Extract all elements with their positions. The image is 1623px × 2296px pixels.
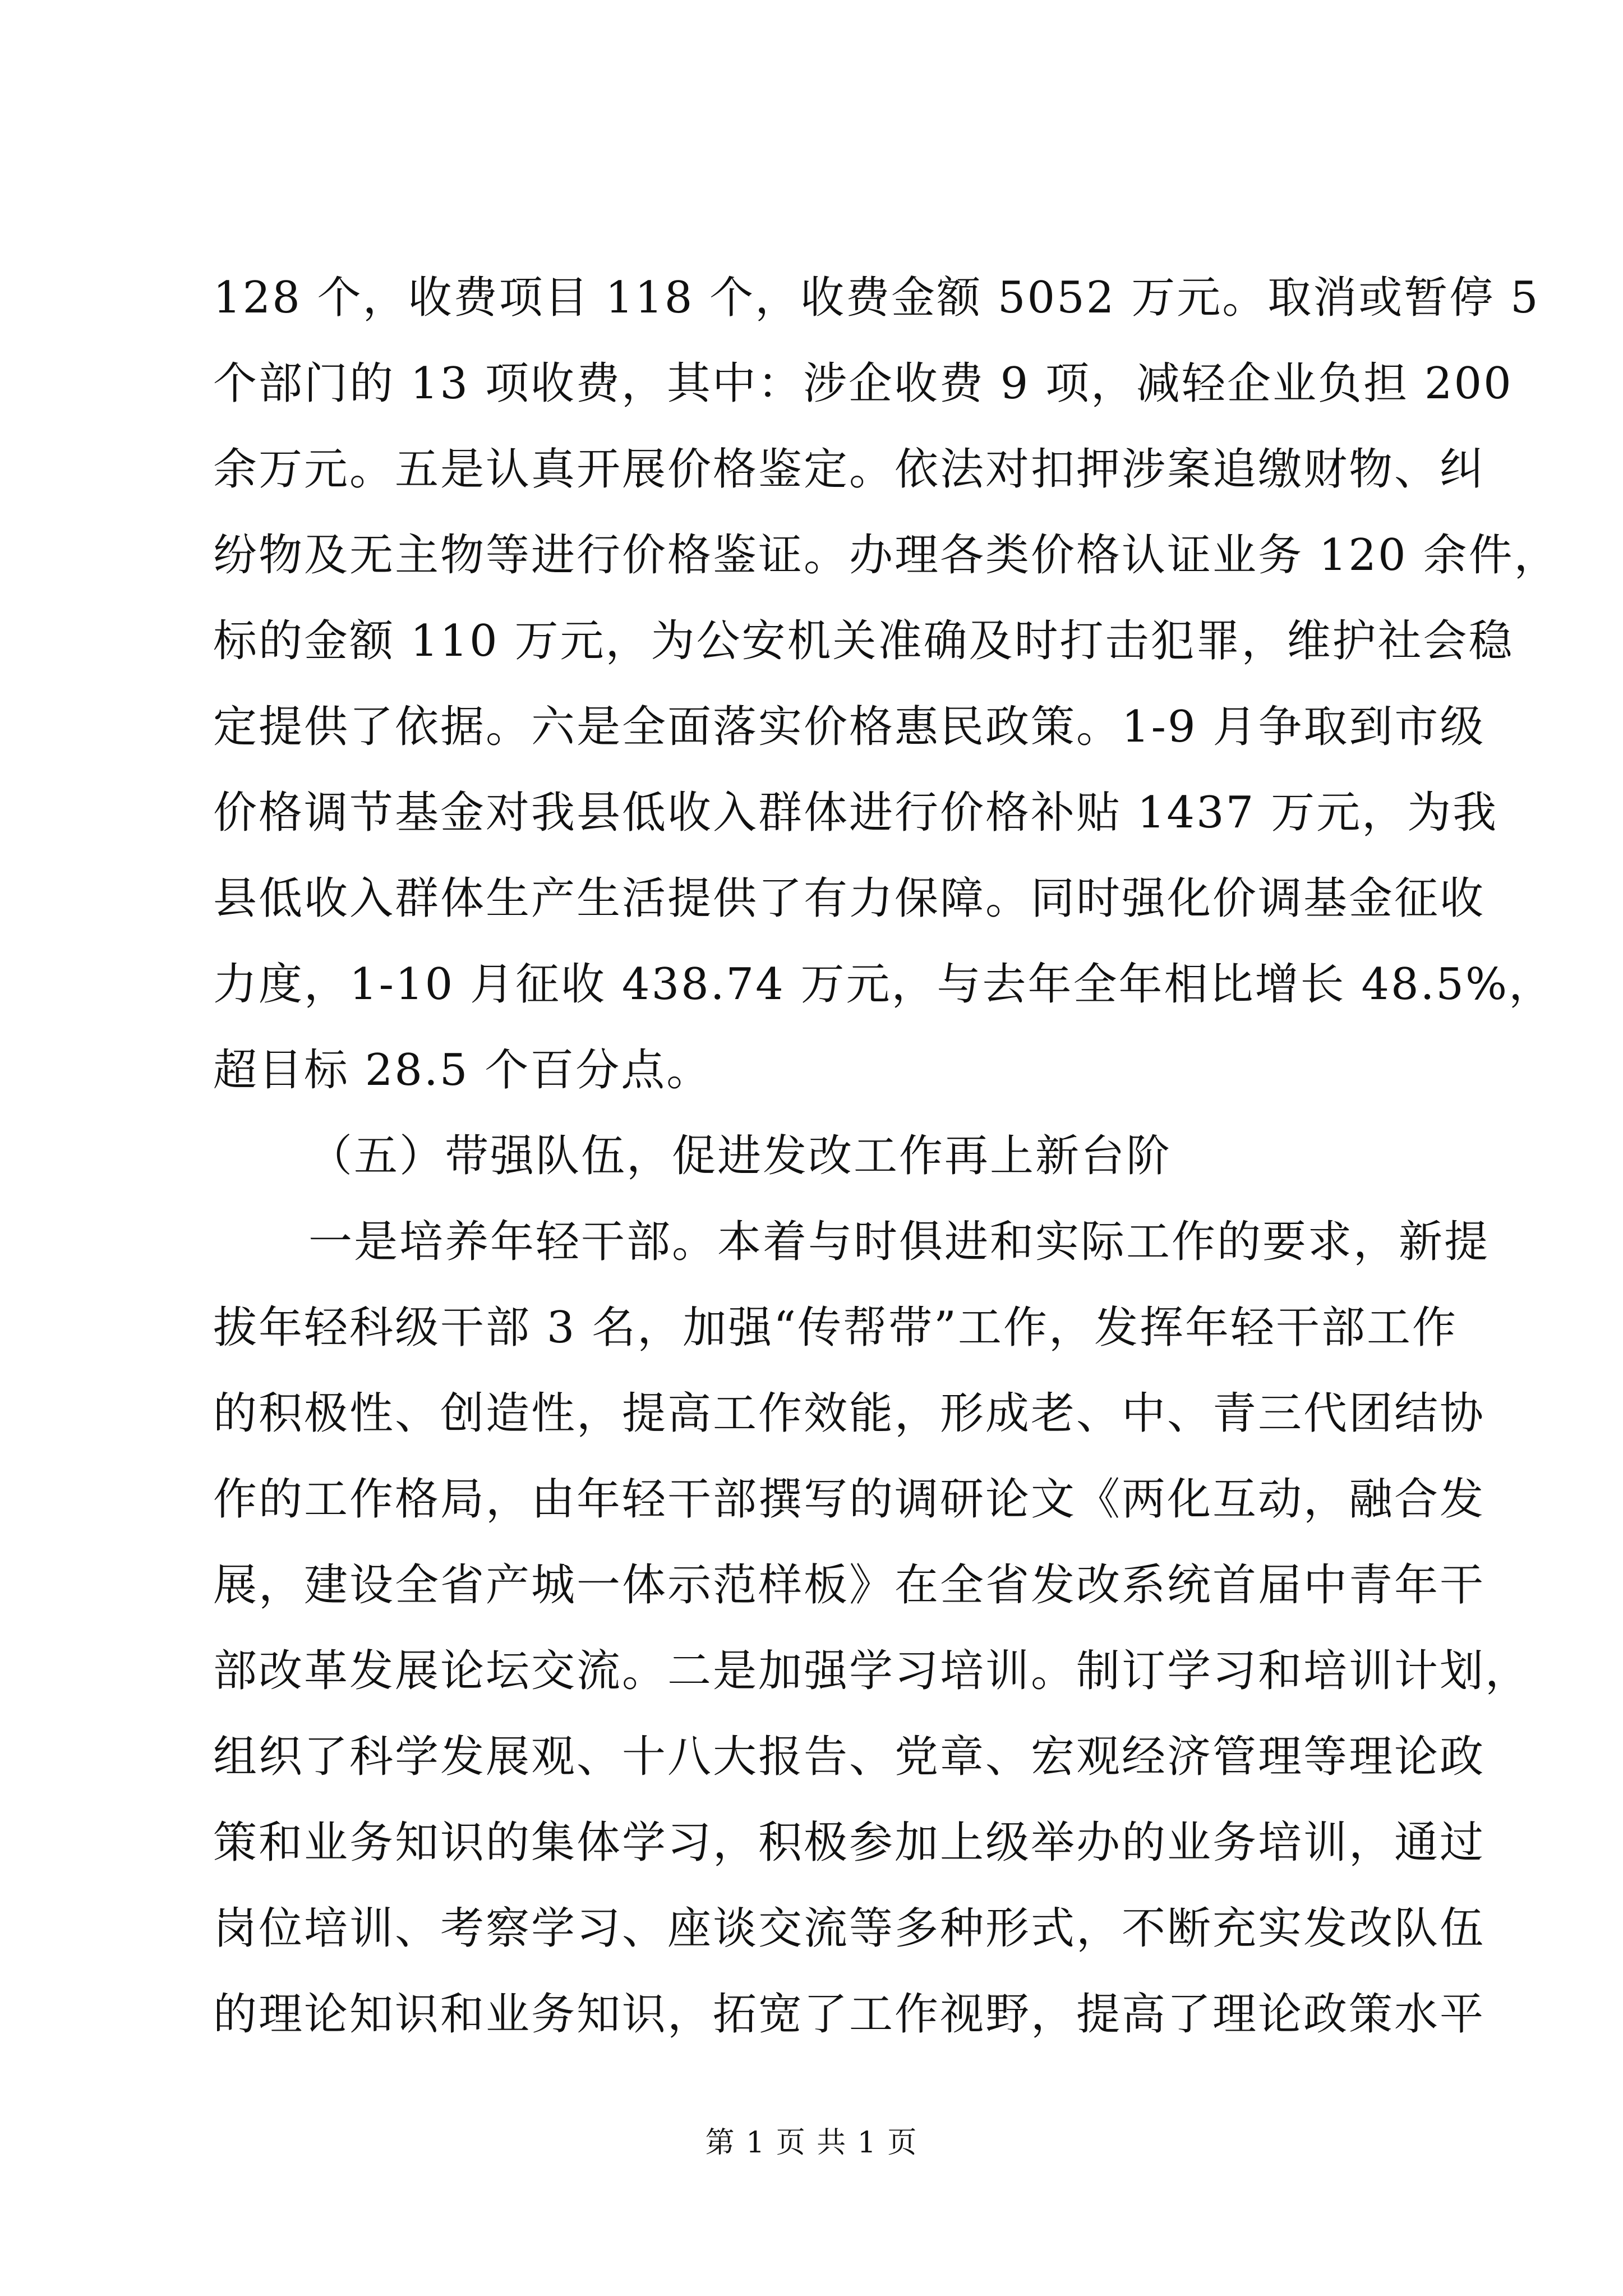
text-line: 的积极性、创造性，提高工作效能，形成老、中、青三代团结协 (213, 1388, 1486, 1439)
text-line: 超目标 28.5 个百分点。 (213, 1045, 712, 1096)
text-line: 定提供了依据。六是全面落实价格惠民政策。1-9 月争取到市级 (213, 702, 1486, 752)
text-line: 纷物及无主物等进行价格鉴证。办理各类价格认证业务 120 余件， (213, 530, 1560, 581)
text-line: 余万元。五是认真开展价格鉴定。依法对扣押涉案追缴财物、纠 (213, 444, 1486, 495)
text-line: 组织了科学发展观、十八大报告、党章、宏观经济管理等理论政 (213, 1732, 1486, 1782)
text-line: 部改革发展论坛交流。二是加强学习培训。制订学习和培训计划， (213, 1646, 1531, 1696)
text-line: 价格调节基金对我县低收入群体进行价格补贴 1437 万元，为我 (213, 788, 1498, 838)
text-line: 力度，1-10 月征收 438.74 万元，与去年全年相比增长 48.5%， (213, 959, 1555, 1010)
document-body (213, 255, 1560, 2058)
text-line: 展，建设全省产城一体示范样板》在全省发改系统首届中青年干 (213, 1560, 1486, 1611)
text-line: 的理论知识和业务知识，拓宽了工作视野，提高了理论政策水平 (213, 1989, 1486, 2040)
text-line: 一是培养年轻干部。本着与时俱进和实际工作的要求，新提 (308, 1217, 1490, 1267)
text-line: 作的工作格局，由年轻干部撰写的调研论文《两化互动，融合发 (213, 1474, 1486, 1525)
text-line: 个部门的 13 项收费，其中：涉企收费 9 项，减轻企业负担 200 (213, 358, 1513, 409)
text-line: 标的金额 110 万元，为公安机关准确及时打击犯罪，维护社会稳 (213, 616, 1514, 666)
text-line: 128 个，收费项目 118 个，收费金额 5052 万元。取消或暂停 5 (213, 273, 1540, 323)
text-line: 策和业务知识的集体学习，积极参加上级举办的业务培训，通过 (213, 1818, 1486, 1868)
text-line: 拔年轻科级干部 3 名，加强“传帮带”工作，发挥年轻干部工作 (213, 1303, 1458, 1353)
text-line: 县低收入群体生产生活提供了有力保障。同时强化价调基金征收 (213, 873, 1486, 924)
text-line: 岗位培训、考察学习、座谈交流等多种形式，不断充实发改队伍 (213, 1903, 1486, 1954)
page-footer: 第 1 页 共 1 页 (705, 2126, 918, 2160)
section-heading: （五）带强队伍，促进发改工作再上新台阶 (308, 1131, 1172, 1181)
